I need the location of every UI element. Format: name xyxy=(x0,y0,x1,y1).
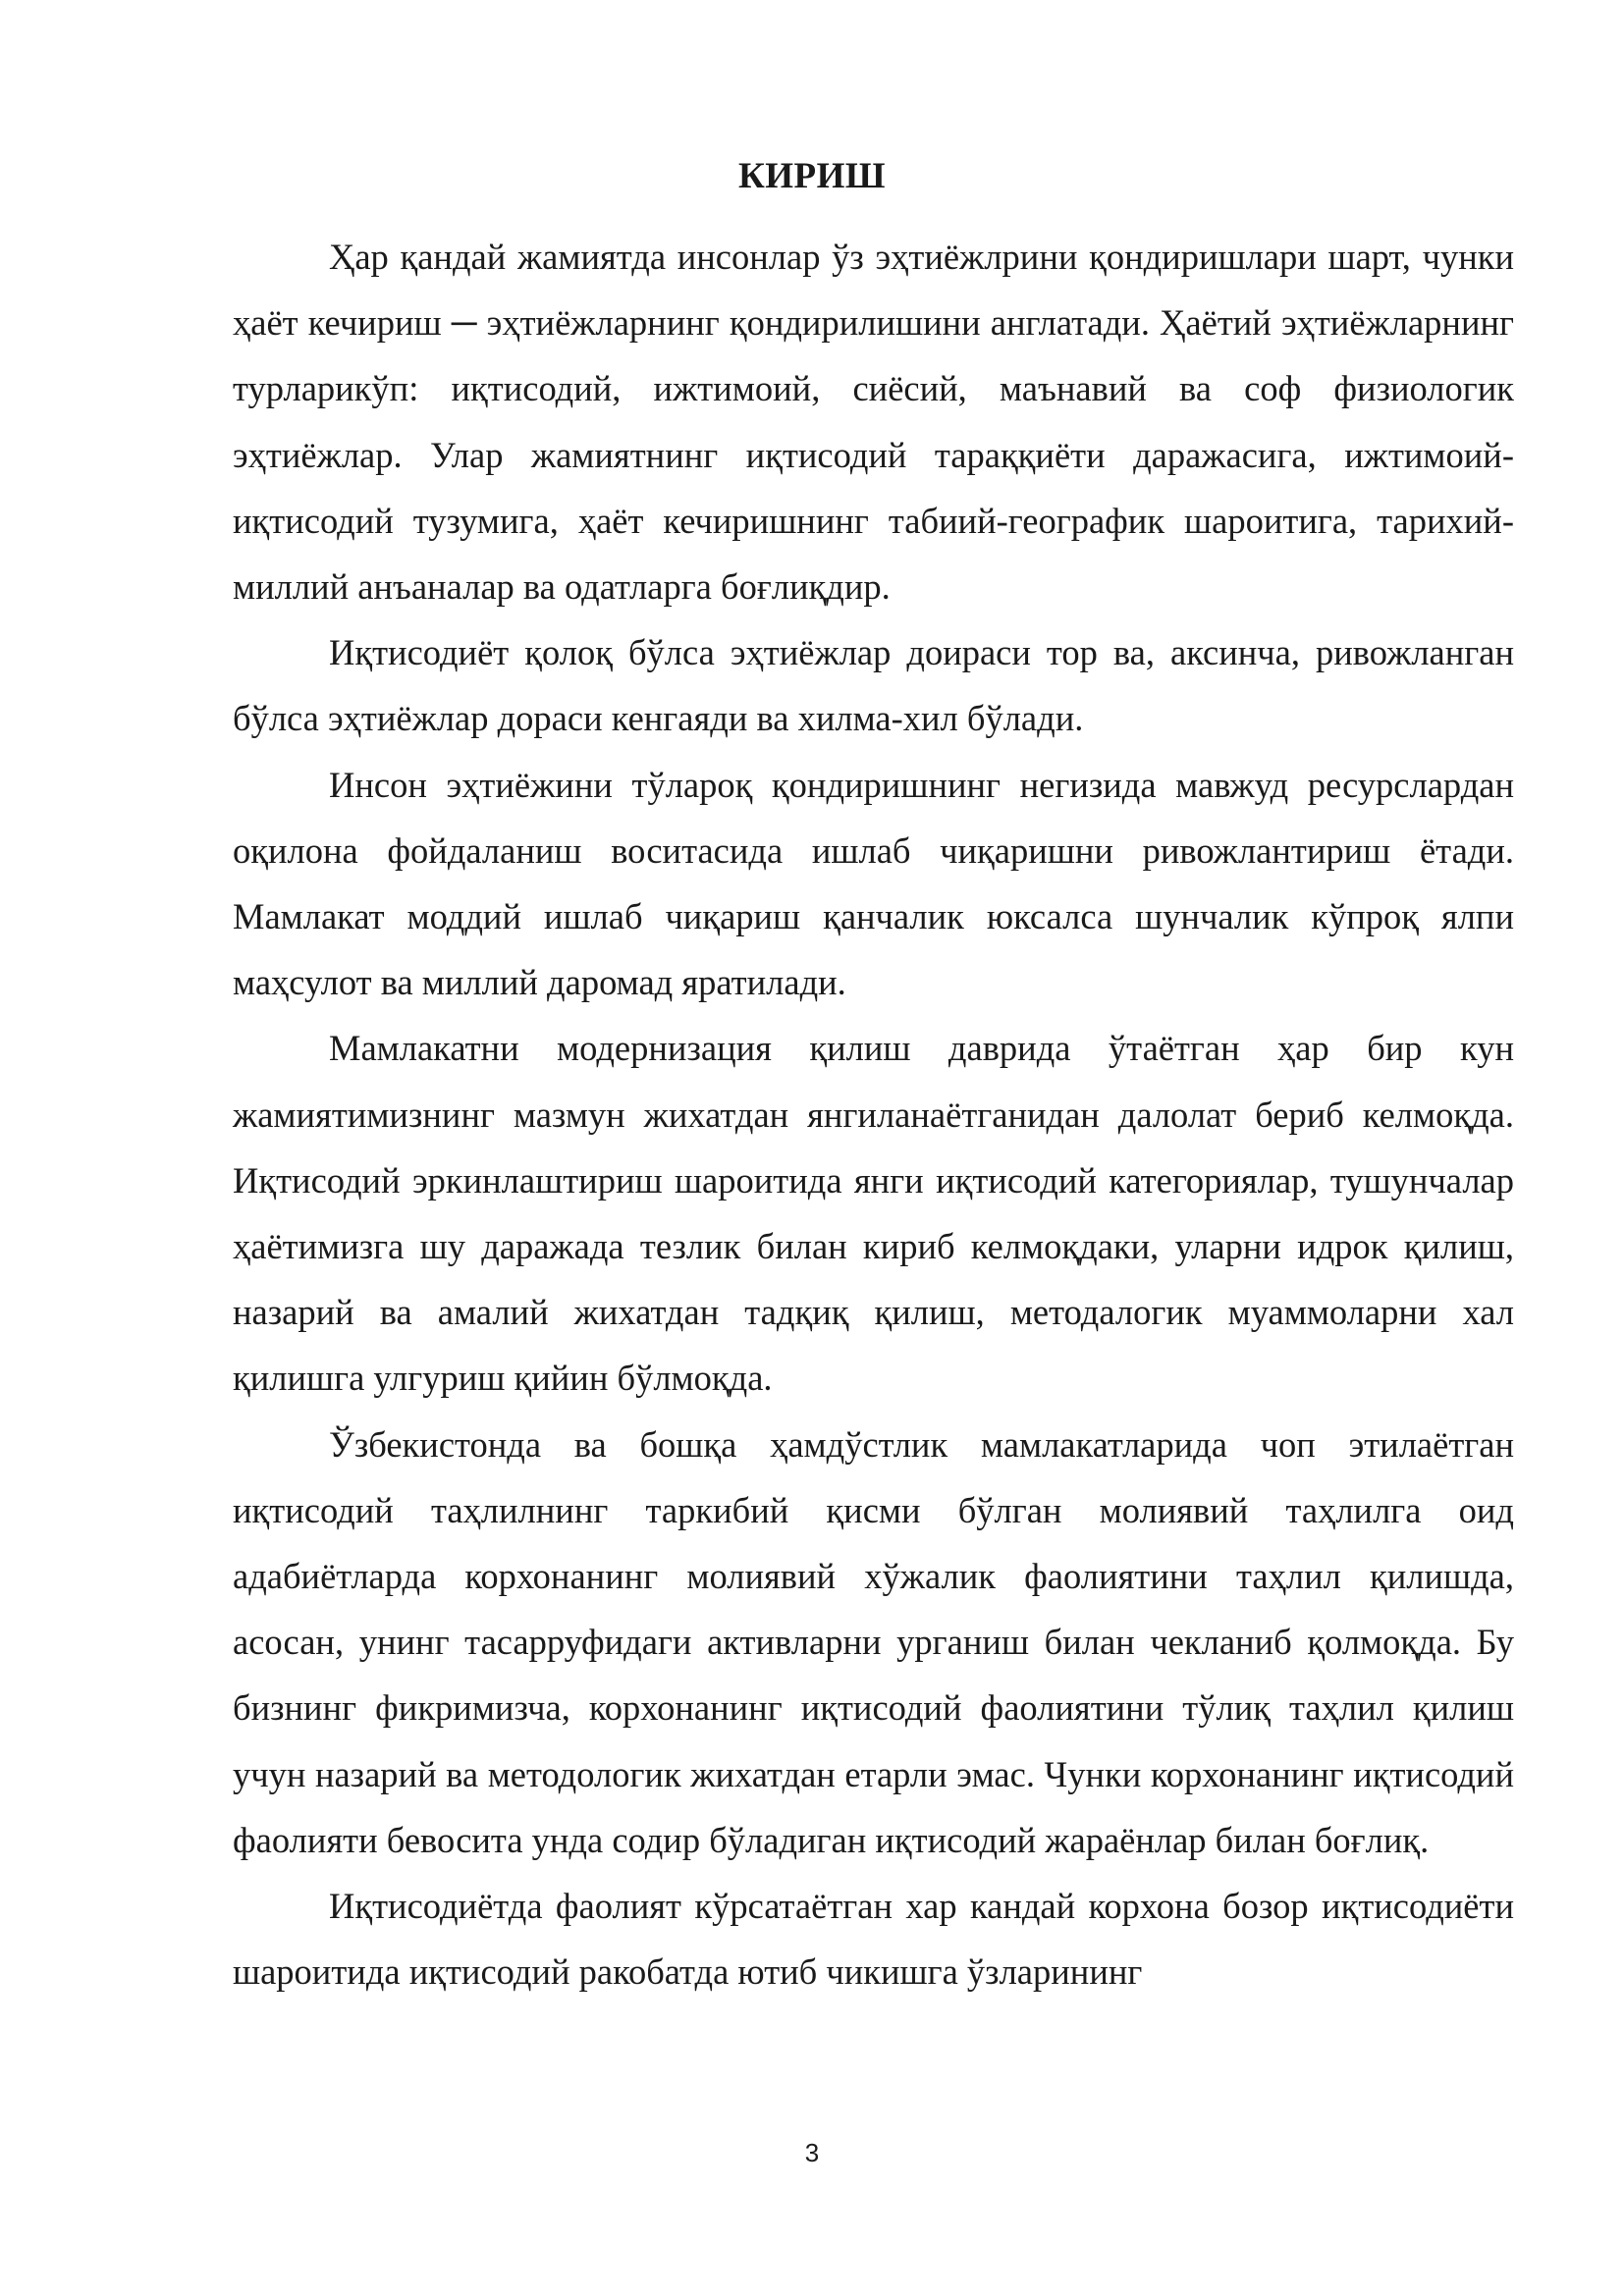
paragraph-2: Иқтисодиёт қолоқ бўлса эҳтиёжлар доираси тор ва, аксинча, ривожланган бўлса эҳтиёжлар дораси кенгаяди ва хилма-хил бўлади. xyxy=(233,632,1514,739)
body-text xyxy=(233,224,1514,2004)
paragraph-5: Ўзбекистонда ва бошқа ҳамдўстлик мамлакатларида чоп этилаётган иқтисодий таҳлилнинг таркибий қисми бўлган молиявий таҳлилга оид адабиётларда корхонанинг молиявий хўжалик фаолиятини таҳлил қилишда, асосан, унинг тасарруфидаги активларни урганиш билан чекланиб қолмоқда. Бу бизнинг фикримизча, корхонанинг иқтисодий фаолиятини тўлиқ таҳлил қилиш учун назарий ва методологик жихатдан етарли эмас. Чунки корхонанинг иқтисодий фаолияти бевосита унда содир бўладиган иқтисодий жараёнлар билан боғлиқ. xyxy=(233,1423,1514,1860)
page-number: 3 xyxy=(804,2138,820,2167)
paragraph-1: Ҳар қандай жамиятда инсонлар ўз эҳтиёжлрини қондиришлари шарт, чунки ҳаёт кечириш ─ эҳтиёжларнинг қондирилишини англатади. Ҳаётий эҳтиёжларнинг турларикўп: иқтисодий, ижтимоий, сиёсий, маънавий ва соф физиологик эҳтиёжлар. Улар жамиятнинг иқтисодий тараққиёти даражасига, ижтимоий-иқтисодий тузумига, ҳаёт кечиришнинг табиий-географик шароитига, тарихий-миллий анъаналар ва одатларга боғлиқдир. xyxy=(233,237,1514,608)
paragraph-3: Инсон эҳтиёжини тўлароқ қондиришнинг негизида мавжуд ресурслардан оқилона фойдаланиш воситасида ишлаб чиқаришни ривожлантириш ётади. Мамлакат моддий ишлаб чиқариш қанчалик юксалса шунчалик кўпроқ ялпи маҳсулот ва миллий даромад яратилади. xyxy=(233,764,1514,1003)
paragraph-4: Мамлакатни модернизация қилиш даврида ўтаётган ҳар бир кун жамиятимизнинг мазмун жихатдан янгиланаётганидан далолат бериб келмоқда. Иқтисодий эркинлаштириш шароитида янги иқтисодий категориялар, тушунчалар ҳаётимизга шу даражада тезлик билан кириб келмоқдаки, уларни идрок қилиш, назарий ва амалий жихатдан тадқиқ қилиш, методалогик муаммоларни хал қилишга улгуриш қийин бўлмоқда. xyxy=(233,1028,1514,1399)
paragraph-6: Иқтисодиётда фаолият кўрсатаётган хар кандай корхона бозор иқтисодиёти шароитида иқтисодий ракобатда ютиб чикишга ўзларининг xyxy=(233,1886,1514,1993)
page-title: КИРИШ xyxy=(737,156,887,196)
